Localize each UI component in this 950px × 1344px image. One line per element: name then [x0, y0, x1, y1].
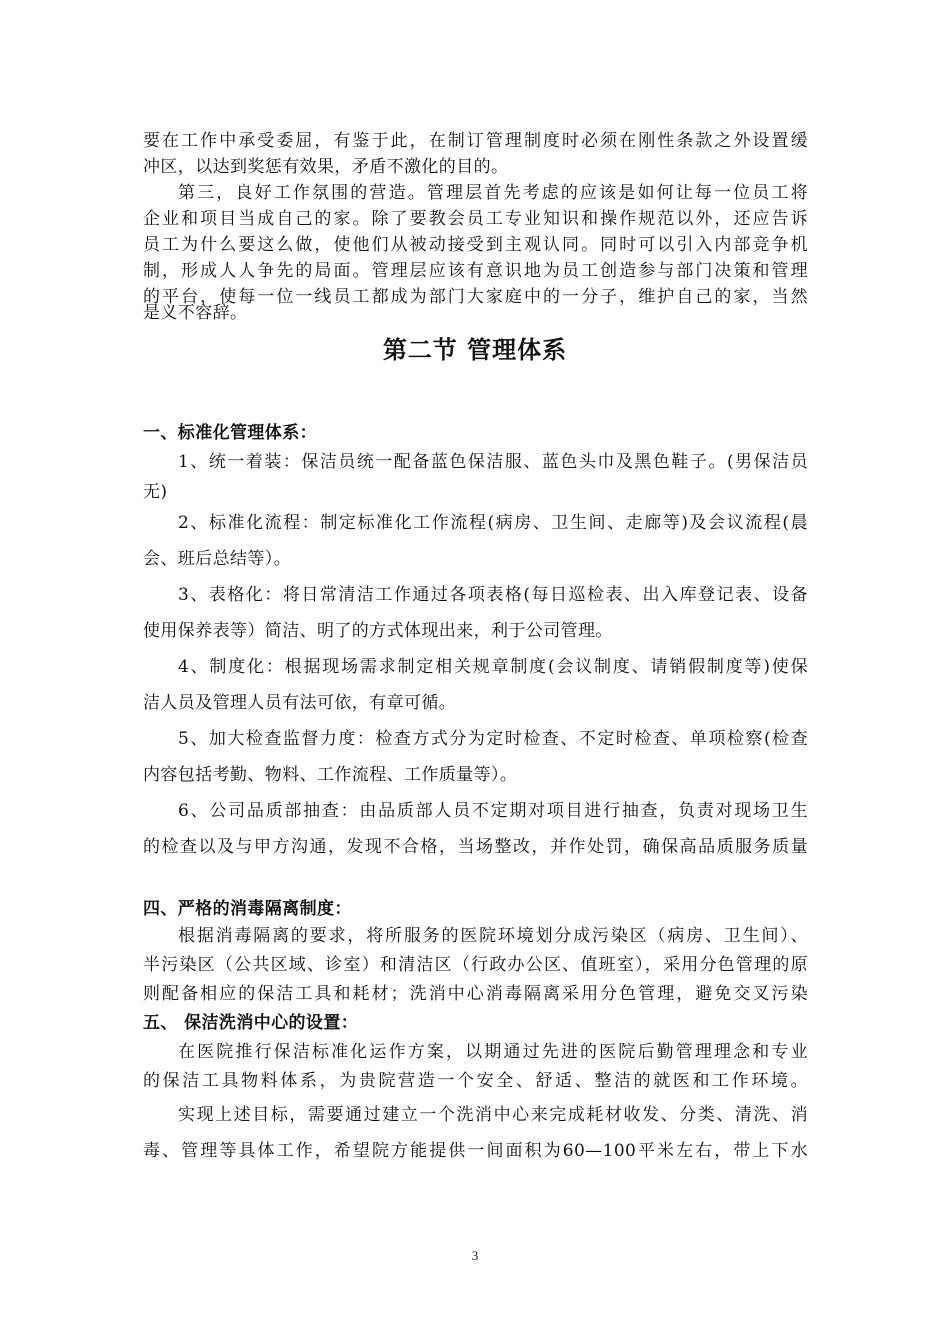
body-text-line: 在医院推行保洁标准化运作方案，以期通过先进的医院后勤管理理念和专业	[178, 1042, 808, 1062]
body-text-line: 的平台，使每一位一线员工都成为部门大家庭中的一分子，维护自己的家，当然	[143, 287, 808, 307]
body-text-line: 根据消毒隔离的要求，将所服务的医院环境划分成污染区（病房、卫生间）、	[178, 926, 808, 946]
list-item-line: 2、标准化流程：制定标准化工作流程(病房、卫生间、走廊等)及会议流程(晨	[178, 513, 808, 533]
list-item-line: 3、表格化：将日常清洁工作通过各项表格(每日巡检表、出入库登记表、设备	[178, 585, 808, 605]
list-item-line: 1、统一着装：保洁员统一配备蓝色保洁服、蓝色头巾及黑色鞋子。(男保洁员	[178, 452, 808, 472]
body-text-line: 则配备相应的保洁工具和耗材；洗消中心消毒隔离采用分色管理，避免交叉污染	[143, 984, 808, 1004]
body-text-line: 制，形成人人争先的局面。管理层应该有意识地为员工创造参与部门决策和管理	[143, 261, 808, 281]
list-item-line: 内容包括考勤、物料、工作流程、工作质量等）。	[143, 765, 518, 785]
list-item-line: 的检查以及与甲方沟通，发现不合格，当场整改，并作处罚，确保高品质服务质量	[143, 837, 808, 857]
body-text-line: 毒、管理等具体工作，希望院方能提供一间面积为60—100平米左右，带上下水	[143, 1141, 808, 1161]
body-text-line: 员工为什么要这么做，使他们从被动接受到主观认同。同时可以引入内部竞争机	[143, 235, 808, 255]
list-item-line: 无)	[143, 482, 168, 502]
section-heading: 一、标准化管理体系：	[143, 423, 317, 443]
body-text-line: 企业和项目当成自己的家。除了要教会员工专业知识和操作规范以外，还应告诉	[143, 209, 808, 229]
body-text-line: 要在工作中承受委屈，有鉴于此，在制订管理制度时必须在刚性条款之外设置缓	[143, 131, 808, 151]
list-item-line: 6、公司品质部抽查：由品质部人员不定期对项目进行抽查，负责对现场卫生	[178, 801, 808, 821]
body-text-line: 半污染区（公共区域、诊室）和清洁区（行政办公区、值班室），采用分色管理的原	[143, 955, 808, 975]
body-text-line: 第三，良好工作氛围的营造。管理层首先考虑的应该是如何让每一位员工将	[178, 183, 808, 203]
list-item-line: 会、班后总结等）。	[143, 549, 292, 569]
section-title: 第二节 管理体系	[382, 336, 568, 364]
list-item-line: 使用保养表等）简洁、明了的方式体现出来，利于公司管理。	[143, 621, 613, 641]
section-heading: 四、严格的消毒隔离制度：	[143, 899, 352, 919]
body-text-line: 冲区，以达到奖惩有效果，矛盾不激化的目的。	[143, 157, 509, 177]
page-number: 3	[471, 1248, 479, 1263]
body-text-line: 的保洁工具物料体系，为贵院营造一个安全、舒适、整洁的就医和工作环境。	[143, 1071, 808, 1091]
list-item-line: 4、制度化：根据现场需求制定相关规章制度(会议制度、请销假制度等)使保	[178, 657, 808, 677]
section-heading: 五、 保洁洗消中心的设置：	[143, 1013, 359, 1033]
list-item-line: 洁人员及管理人员有法可依，有章可循。	[143, 693, 457, 713]
body-text-line: 是义不容辞。	[143, 303, 248, 323]
body-text-line: 实现上述目标，需要通过建立一个洗消中心来完成耗材收发、分类、清洗、消	[178, 1105, 808, 1125]
list-item-line: 5、加大检查监督力度：检查方式分为定时检查、不定时检查、单项检察(检查	[178, 729, 808, 749]
